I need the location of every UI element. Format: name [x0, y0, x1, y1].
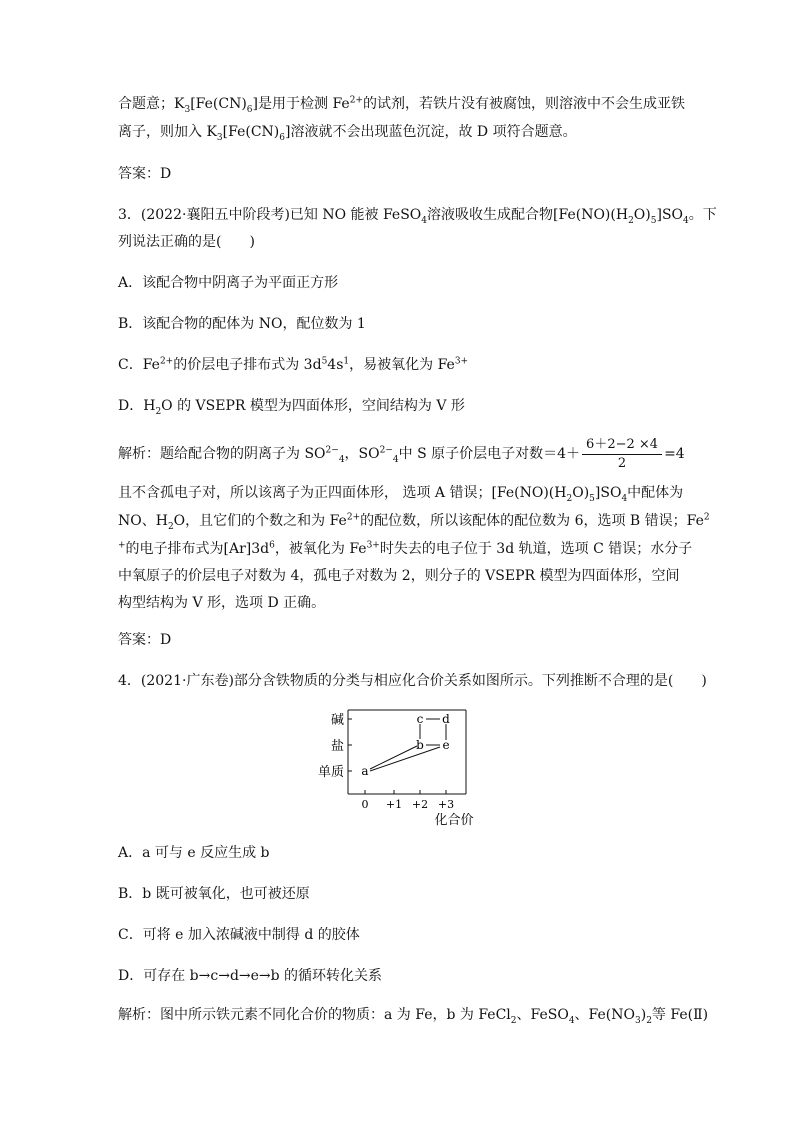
q4-option-c: C．可将 e 加入浓碱液中制得 d 的胶体 [118, 927, 360, 943]
prev-answer: 答案：D [118, 166, 172, 182]
q3-stem-line-2: 列说法正确的是( ) [118, 234, 255, 250]
q4-option-b: B．b 既可被氧化，也可被还原 [118, 886, 310, 902]
x-tick-1: +1 [385, 798, 403, 811]
y-label-salt: 盐 [330, 739, 344, 754]
x-tick-2: +2 [411, 798, 429, 811]
q4-option-d: D．可存在 b→c→d→e→b 的循环转化关系 [118, 968, 383, 984]
point-b: b [416, 738, 424, 752]
q3-option-a: A．该配合物中阴离子为平面正方形 [118, 275, 339, 291]
x-tick-3: +3 [437, 798, 455, 811]
point-a: a [361, 764, 369, 778]
point-d: d [442, 712, 450, 726]
y-label-element: 单质 [317, 765, 344, 780]
q3-stem-line-1: 3．(2022·襄阳五中阶段考)已知 NO 能被 FeSO$_4$溶液吸收生成配合物$[Fe(NO)(H_2O)_5]SO_4$。下 [118, 207, 717, 226]
q3-analysis-line-4: +的电子排布式为$[Ar]3d^6$，被氧化为 $Fe^{3+}$时失去的电子位于 3d 轨道，选项 C 错误；水分子 [118, 540, 693, 557]
q3-analysis-line-1: 解析：题给配合物的阴离子为 $SO^{2-}_4$，$SO^{2-}_4$中 S 原子价层电子对数＝4＋ $\frac{6+2-2 \times 4}{2}$ =4 [118, 436, 685, 471]
electron-pair-fraction: $\frac{6+2-2 \times 4}{2}$ [582, 436, 662, 473]
point-e: e [442, 738, 450, 752]
y-label-base: 碱 [330, 713, 344, 728]
q3-analysis-line-6: 构型结构为 V 形，选项 D 正确。 [118, 595, 326, 611]
q3-option-d: D．$H_2O$ 的 VSEPR 模型为四面体形，空间结构为 V 形 [118, 398, 465, 417]
q3-answer: 答案：D [118, 632, 172, 648]
prev-analysis-line-2: 离子，则加入 $K_3[Fe(CN)_6]$溶液就不会出现蓝色沉淀，故 D 项符合题意。 [118, 124, 577, 143]
q3-option-b: B．该配合物的配体为 NO，配位数为 1 [118, 316, 366, 332]
q3-analysis-line-5: 中氧原子的价层电子对数为 4，孤电子对数为 2，则分子的 VSEPR 模型为四面体形，空间 [118, 568, 680, 584]
q4-analysis-line-1: 解析：图中所示铁元素不同化合价的物质：a 为 Fe，b 为 FeCl$_2$、FeSO$_4$、$Fe(NO_3)_2$等 Fe(Ⅱ) [118, 1007, 709, 1026]
prev-analysis-line-1: 合题意；$K_3[Fe(CN)_6]$是用于检测 $Fe^{2+}$的试剂，若铁片没有被腐蚀，则溶液中不会生成亚铁 [118, 95, 685, 115]
x-tick-0: 0 [361, 798, 369, 811]
iron-valence-chart [300, 700, 500, 830]
x-axis-label: 化合价 [434, 813, 474, 828]
q4-option-a: A．a 可与 e 反应生成 b [118, 845, 270, 861]
q4-stem: 4．(2021·广东卷)部分含铁物质的分类与相应化合价关系如图所示。下列推断不合理的是( ) [118, 673, 707, 689]
q3-analysis-line-3: NO、$H_2O$，且它们的个数之和为 $Fe^{2+}$的配位数，所以该配体的配位数为 6，选项 B 错误；Fe$^2$ [118, 512, 710, 532]
point-c: c [416, 712, 424, 726]
q3-option-c: C．$Fe^{2+}$的价层电子排布式为 $3d^54s^1$，易被氧化为 $Fe^{3+}$ [118, 356, 469, 373]
q3-analysis-line-2: 且不含孤电子对，所以该离子为正四面体形， 选项 A 错误；$[Fe(NO)(H_2O)_5]SO_4$中配体为 [118, 485, 684, 504]
